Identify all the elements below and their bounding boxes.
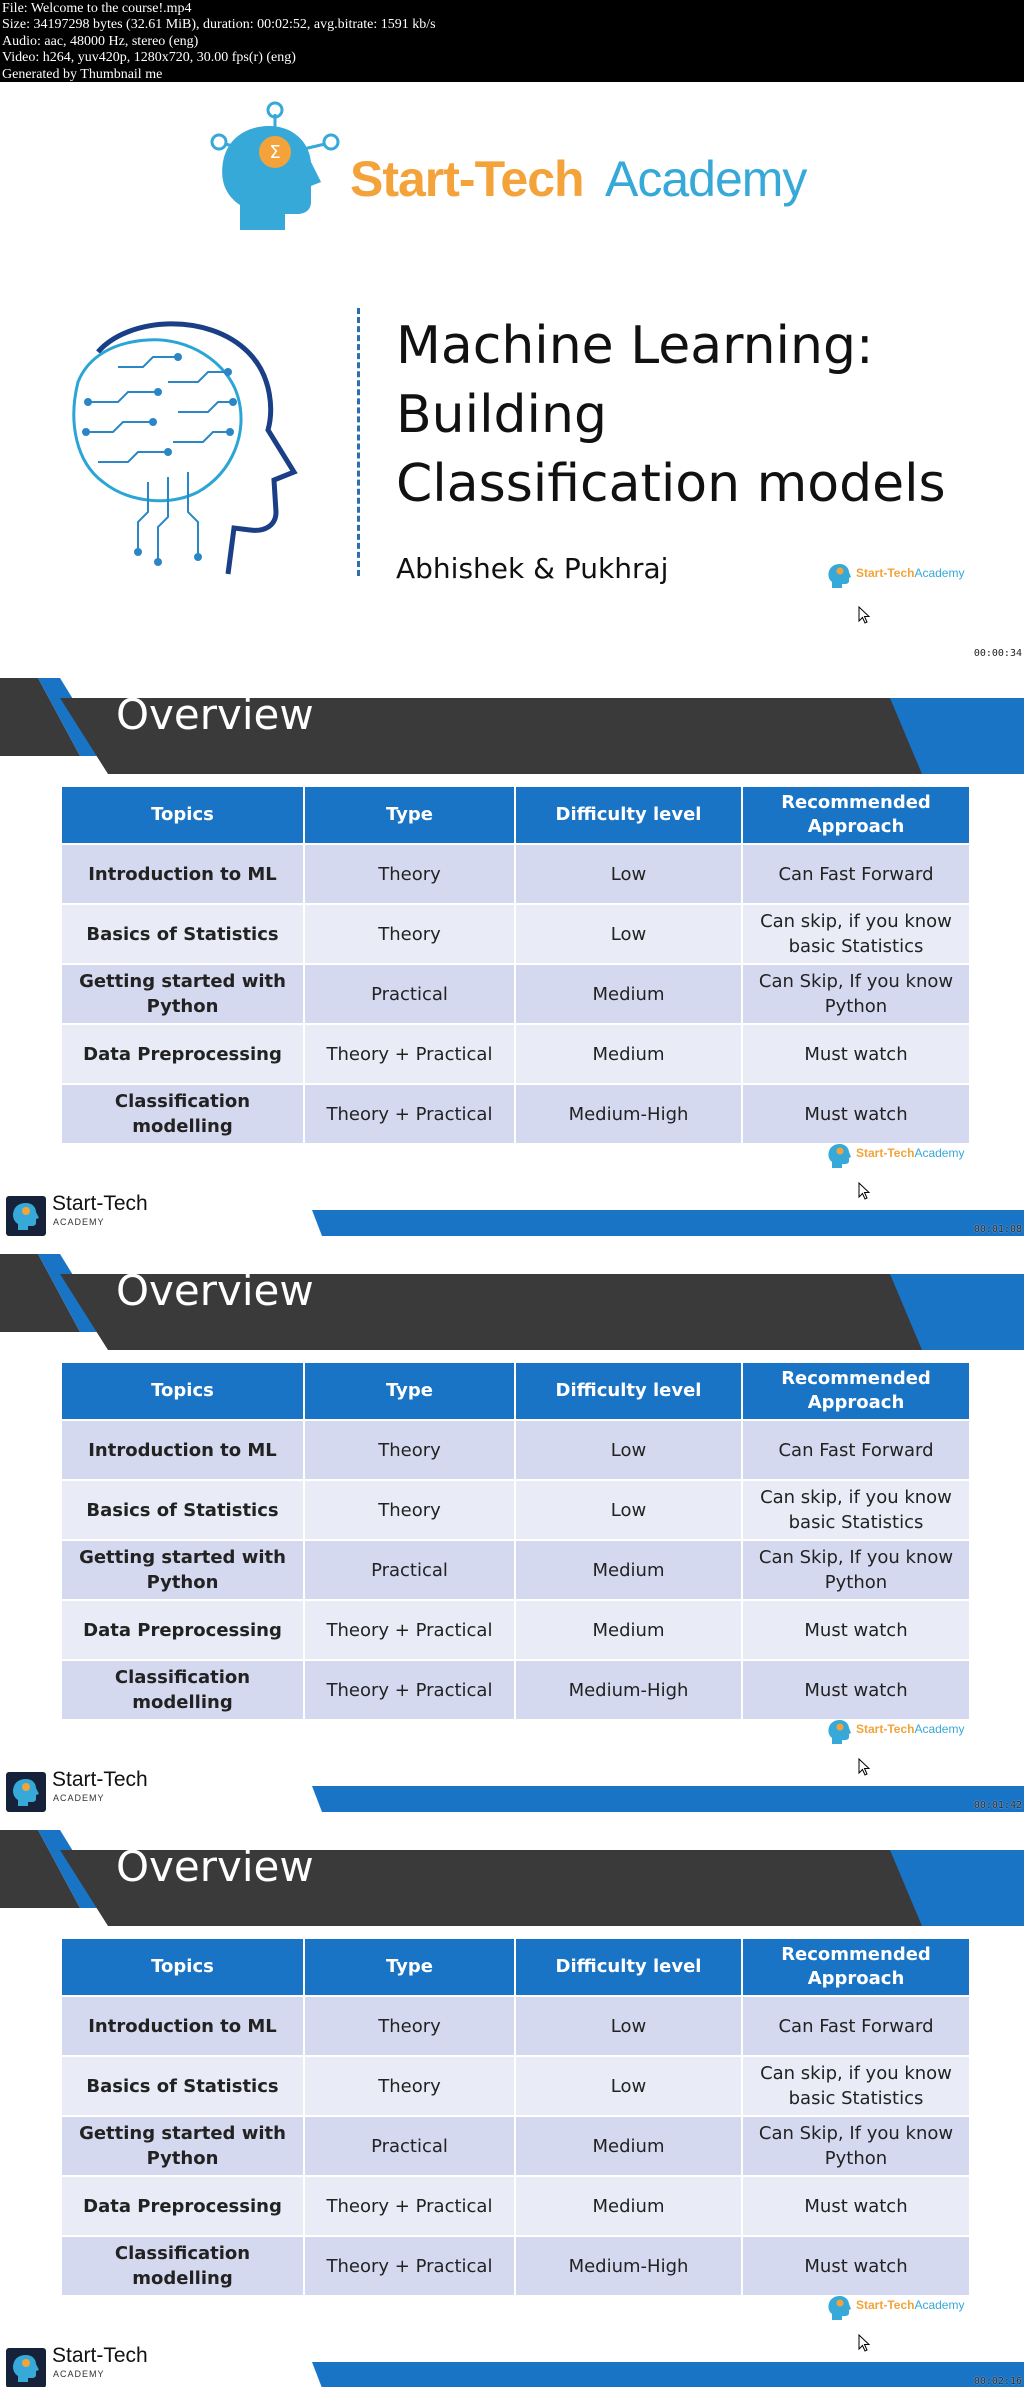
overview-title: Overview: [116, 1266, 314, 1315]
difficulty-cell: Medium: [515, 1540, 742, 1600]
overview-slide-frame: [0, 660, 1024, 1236]
footer-blue-strip: [0, 1786, 1024, 1812]
approach-cell: Must watch: [742, 1600, 970, 1660]
frame-timestamp: 00:01:08: [973, 1224, 1022, 1235]
mouse-cursor-icon: [858, 1182, 872, 1200]
watermark-start-text: Start-Tech: [856, 1146, 915, 1160]
table-header-row: [61, 1938, 970, 1996]
table-row: [61, 1420, 970, 1480]
difficulty-cell: Medium-High: [515, 1660, 742, 1720]
topic-cell: Introduction to ML: [61, 1420, 304, 1480]
brand-academy-text: Academy: [605, 151, 807, 207]
topic-cell: Basics of Statistics: [61, 904, 304, 964]
dashed-divider: [357, 308, 360, 576]
watermark-start-text: Start-Tech: [856, 566, 915, 580]
column-header-topics: Topics: [61, 1938, 304, 1996]
type-cell: Theory: [304, 1480, 515, 1540]
topic-cell: Getting started with Python: [61, 1540, 304, 1600]
generator-line: Generated by Thumbnail me: [2, 66, 163, 82]
topic-cell: Classification modelling: [61, 1660, 304, 1720]
topic-cell: Classification modelling: [61, 2236, 304, 2296]
type-cell: Practical: [304, 2116, 515, 2176]
approach-cell: Can Fast Forward: [742, 1420, 970, 1480]
type-cell: Practical: [304, 1540, 515, 1600]
academy-watermark: [826, 1716, 976, 1746]
table-row: [61, 964, 970, 1024]
difficulty-cell: Medium-High: [515, 1084, 742, 1144]
column-header-approach: Recommended Approach: [742, 1362, 970, 1420]
column-header-type: Type: [304, 1938, 515, 1996]
table-header-row: [61, 1362, 970, 1420]
table-row: [61, 1600, 970, 1660]
lightbulb-head-icon: [205, 100, 345, 240]
start-tech-logo-text: Start-Tech: [52, 2344, 148, 2367]
video-line: Video: h264, yuv420p, 1280x720, 30.00 fps(r) (eng): [2, 50, 296, 66]
lightbulb-head-icon: [826, 1140, 854, 1170]
approach-cell: Can Skip, If you know Python: [742, 964, 970, 1024]
difficulty-cell: Medium: [515, 2116, 742, 2176]
approach-cell: Can Skip, If you know Python: [742, 1540, 970, 1600]
watermark-academy-text: Academy: [914, 566, 965, 580]
overview-title: Overview: [116, 1842, 314, 1891]
approach-cell: Can skip, if you know basic Statistics: [742, 1480, 970, 1540]
video-metadata-header: [0, 0, 1024, 82]
academy-watermark: [826, 560, 976, 590]
column-header-difficulty: Difficulty level: [515, 786, 742, 844]
table-row: [61, 1540, 970, 1600]
type-cell: Practical: [304, 964, 515, 1024]
topic-cell: Basics of Statistics: [61, 1480, 304, 1540]
size-line: Size: 34197298 bytes (32.61 MiB), duration: 00:02:52, avg.bitrate: 1591 kb/s: [2, 17, 436, 33]
type-cell: Theory: [304, 904, 515, 964]
approach-cell: Can Fast Forward: [742, 844, 970, 904]
file-line: File: Welcome to the course!.mp4: [2, 1, 192, 16]
topic-cell: Getting started with Python: [61, 2116, 304, 2176]
topic-cell: Data Preprocessing: [61, 1600, 304, 1660]
approach-cell: Must watch: [742, 1660, 970, 1720]
mouse-cursor-icon: [858, 1758, 872, 1776]
course-title: [396, 312, 946, 519]
type-cell: Theory: [304, 1420, 515, 1480]
academy-watermark: [826, 1140, 976, 1170]
difficulty-cell: Medium: [515, 1024, 742, 1084]
topic-cell: Introduction to ML: [61, 844, 304, 904]
type-cell: Theory: [304, 1996, 515, 2056]
topic-cell: Classification modelling: [61, 1084, 304, 1144]
type-cell: Theory + Practical: [304, 2236, 515, 2296]
lightbulb-head-icon: [826, 2292, 854, 2322]
approach-cell: Can skip, if you know basic Statistics: [742, 2056, 970, 2116]
approach-cell: Must watch: [742, 2176, 970, 2236]
difficulty-cell: Low: [515, 2056, 742, 2116]
course-title-line-1: Machine Learning:: [396, 316, 874, 376]
column-header-type: Type: [304, 786, 515, 844]
type-cell: Theory + Practical: [304, 1600, 515, 1660]
difficulty-cell: Medium: [515, 964, 742, 1024]
overview-title: Overview: [116, 690, 314, 739]
topic-cell: Data Preprocessing: [61, 1024, 304, 1084]
table-row: [61, 2116, 970, 2176]
difficulty-cell: Low: [515, 1996, 742, 2056]
column-header-approach: Recommended Approach: [742, 1938, 970, 1996]
approach-cell: Must watch: [742, 2236, 970, 2296]
course-title-line-3: Classification models: [396, 454, 946, 514]
start-tech-logo-subtext: ACADEMY: [53, 1217, 105, 1227]
start-tech-logo-text: Start-Tech: [52, 1768, 148, 1791]
column-header-approach: Recommended Approach: [742, 786, 970, 844]
table-row: [61, 1996, 970, 2056]
course-title-line-2: Building: [396, 385, 607, 445]
frame-timestamp: 00:01:42: [973, 1800, 1022, 1811]
overview-table: [60, 1937, 971, 2297]
start-tech-logo-subtext: ACADEMY: [53, 1793, 105, 1803]
start-tech-logo-text: Start-Tech: [52, 1192, 148, 1215]
column-header-topics: Topics: [61, 1362, 304, 1420]
table-row: [61, 2176, 970, 2236]
overview-slide-frame: [0, 1812, 1024, 2387]
mouse-cursor-icon: [858, 606, 872, 624]
watermark-academy-text: Academy: [914, 2298, 965, 2312]
start-tech-logo-icon: [6, 1772, 46, 1812]
table-row: [61, 1084, 970, 1144]
difficulty-cell: Medium-High: [515, 2236, 742, 2296]
circuit-brain-head-icon: [58, 312, 308, 582]
watermark-academy-text: Academy: [914, 1146, 965, 1160]
table-row: [61, 1024, 970, 1084]
approach-cell: Can Skip, If you know Python: [742, 2116, 970, 2176]
start-tech-logo-subtext: ACADEMY: [53, 2369, 105, 2379]
audio-line: Audio: aac, 48000 Hz, stereo (eng): [2, 33, 199, 49]
difficulty-cell: Medium: [515, 2176, 742, 2236]
type-cell: Theory: [304, 844, 515, 904]
course-authors: Abhishek & Pukhraj: [396, 552, 669, 585]
type-cell: Theory + Practical: [304, 1084, 515, 1144]
academy-logo: [205, 100, 825, 240]
table-row: [61, 2236, 970, 2296]
watermark-start-text: Start-Tech: [856, 1722, 915, 1736]
brand-start-text: Start-Tech: [350, 151, 584, 207]
watermark-academy-text: Academy: [914, 1722, 965, 1736]
column-header-difficulty: Difficulty level: [515, 1362, 742, 1420]
table-row: [61, 1660, 970, 1720]
table-row: [61, 2056, 970, 2116]
column-header-difficulty: Difficulty level: [515, 1938, 742, 1996]
topic-cell: Data Preprocessing: [61, 2176, 304, 2236]
frame-timestamp: 00:02:16: [973, 2376, 1022, 2387]
academy-watermark: [826, 2292, 976, 2322]
difficulty-cell: Low: [515, 1420, 742, 1480]
svg-text:Σ: Σ: [269, 142, 281, 163]
overview-slide-frame: [0, 1236, 1024, 1812]
topic-cell: Basics of Statistics: [61, 2056, 304, 2116]
difficulty-cell: Low: [515, 844, 742, 904]
title-slide-frame: [0, 82, 1024, 660]
table-row: [61, 1480, 970, 1540]
type-cell: Theory + Practical: [304, 2176, 515, 2236]
start-tech-logo-icon: [6, 2348, 46, 2387]
approach-cell: Can Fast Forward: [742, 1996, 970, 2056]
approach-cell: Must watch: [742, 1084, 970, 1144]
approach-cell: Can skip, if you know basic Statistics: [742, 904, 970, 964]
topic-cell: Introduction to ML: [61, 1996, 304, 2056]
type-cell: Theory + Practical: [304, 1660, 515, 1720]
table-header-row: [61, 786, 970, 844]
lightbulb-head-icon: [826, 1716, 854, 1746]
column-header-topics: Topics: [61, 786, 304, 844]
footer-blue-strip: [0, 1210, 1024, 1236]
type-cell: Theory + Practical: [304, 1024, 515, 1084]
table-row: [61, 844, 970, 904]
table-row: [61, 904, 970, 964]
overview-table: [60, 785, 971, 1145]
footer-blue-strip: [0, 2362, 1024, 2387]
lightbulb-head-icon: [826, 560, 854, 590]
start-tech-logo-icon: [6, 1196, 46, 1236]
difficulty-cell: Medium: [515, 1600, 742, 1660]
column-header-type: Type: [304, 1362, 515, 1420]
frame-timestamp: 00:00:34: [973, 648, 1022, 659]
mouse-cursor-icon: [858, 2334, 872, 2352]
overview-table: [60, 1361, 971, 1721]
topic-cell: Getting started with Python: [61, 964, 304, 1024]
type-cell: Theory: [304, 2056, 515, 2116]
difficulty-cell: Low: [515, 904, 742, 964]
difficulty-cell: Low: [515, 1480, 742, 1540]
approach-cell: Must watch: [742, 1024, 970, 1084]
watermark-start-text: Start-Tech: [856, 2298, 915, 2312]
